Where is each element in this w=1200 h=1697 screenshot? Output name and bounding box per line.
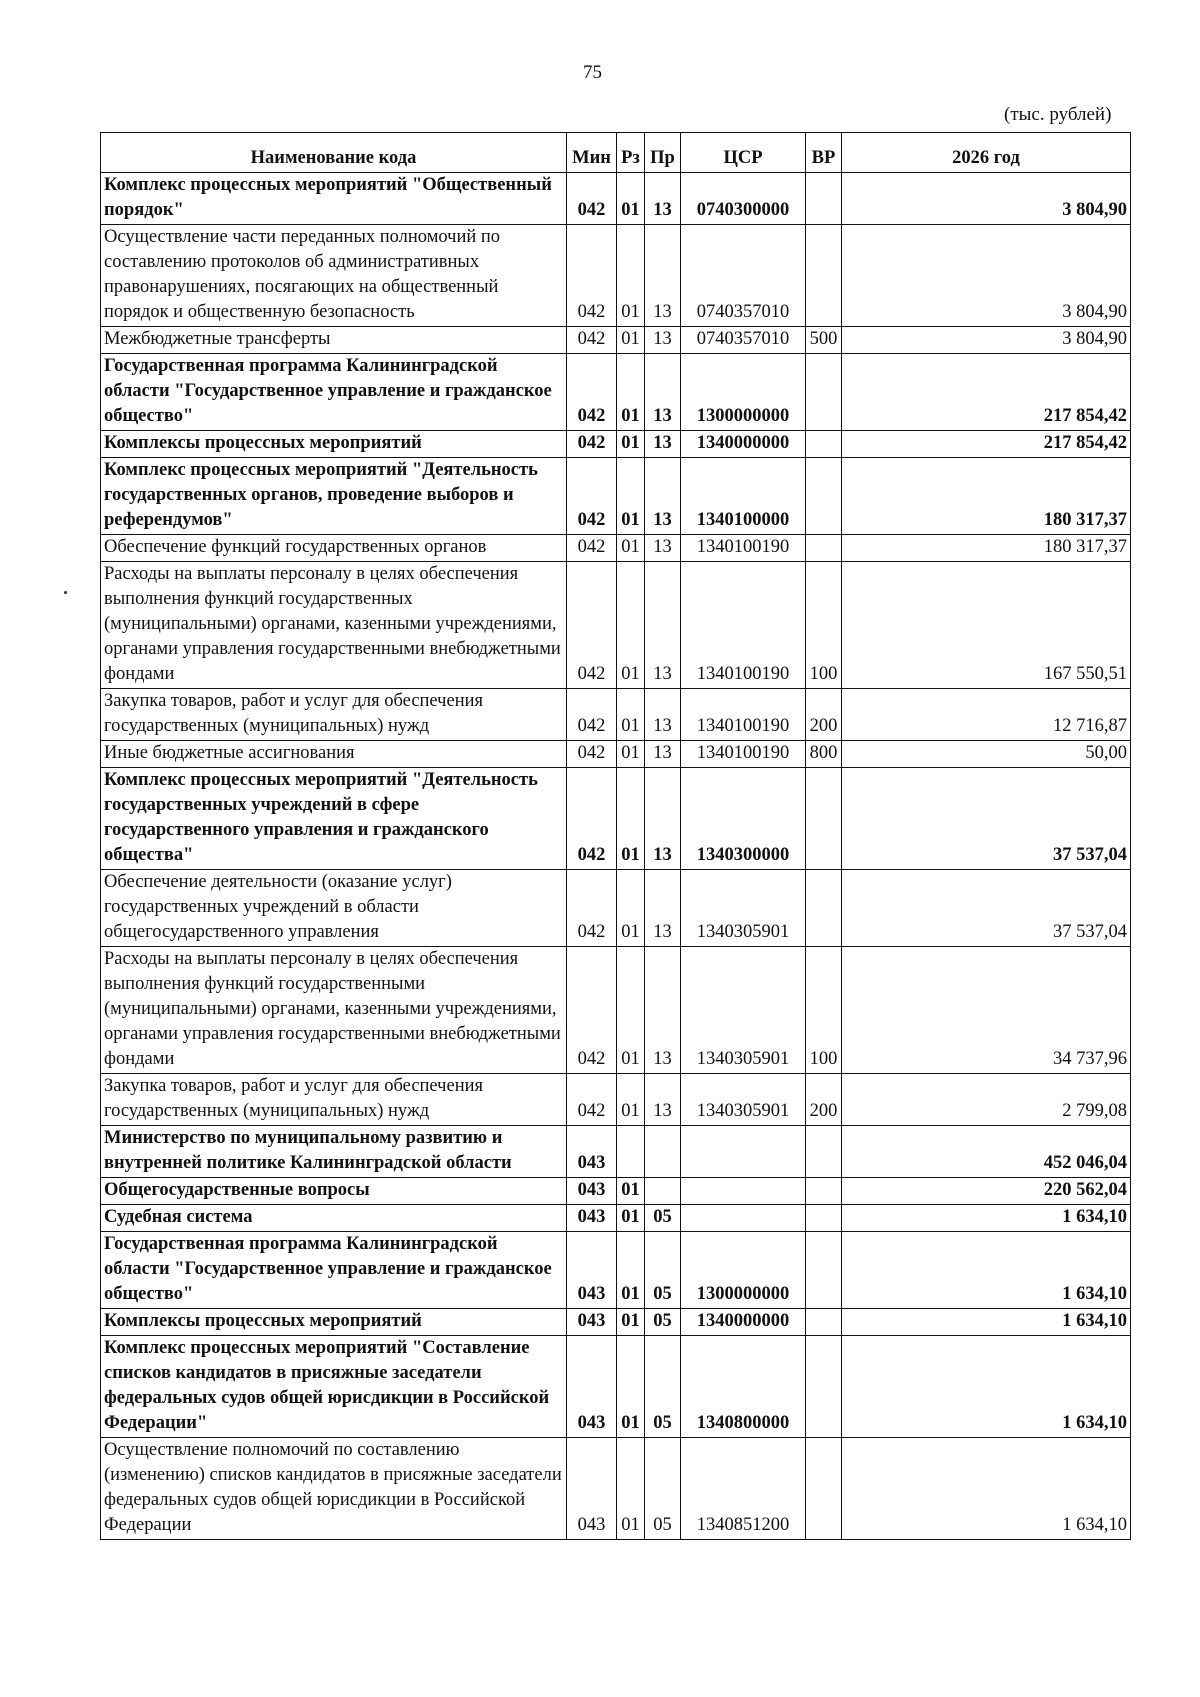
- cell-vr: [806, 225, 842, 327]
- cell-pr: 05: [645, 1438, 681, 1540]
- cell-vr: 200: [806, 1074, 842, 1126]
- cell-rz: [617, 1126, 645, 1178]
- cell-name: Комплекс процессных мероприятий "Составление списков кандидатов в присяжные заседатели федеральных судов общей юрисдикции в Российской Федерации": [101, 1336, 567, 1438]
- cell-pr: 13: [645, 947, 681, 1074]
- cell-rz: 01: [617, 947, 645, 1074]
- cell-csr: [681, 1126, 806, 1178]
- cell-min: 042: [567, 458, 617, 535]
- table-row: [101, 1336, 1131, 1438]
- table-row: [101, 225, 1131, 327]
- cell-vr: [806, 431, 842, 458]
- cell-min: 043: [567, 1232, 617, 1309]
- table-row: [101, 768, 1131, 870]
- cell-csr: 1300000000: [681, 354, 806, 431]
- cell-amount: 220 562,04: [842, 1178, 1131, 1205]
- table-row: [101, 1126, 1131, 1178]
- cell-rz: 01: [617, 458, 645, 535]
- cell-pr: 05: [645, 1205, 681, 1232]
- cell-name: Осуществление части переданных полномочий по составлению протоколов об административных правонарушениях, посягающих на общественный порядок и общественную безопасность: [101, 225, 567, 327]
- cell-rz: 01: [617, 1205, 645, 1232]
- cell-min: 042: [567, 689, 617, 741]
- cell-amount: 50,00: [842, 741, 1131, 768]
- cell-rz: 01: [617, 354, 645, 431]
- cell-rz: 01: [617, 562, 645, 689]
- cell-pr: 13: [645, 225, 681, 327]
- cell-rz: 01: [617, 173, 645, 225]
- cell-min: 043: [567, 1126, 617, 1178]
- cell-min: 042: [567, 870, 617, 947]
- cell-pr: 13: [645, 741, 681, 768]
- cell-min: 042: [567, 535, 617, 562]
- cell-vr: [806, 1232, 842, 1309]
- cell-amount: 37 537,04: [842, 768, 1131, 870]
- cell-csr: [681, 1178, 806, 1205]
- cell-vr: [806, 173, 842, 225]
- cell-amount: 2 799,08: [842, 1074, 1131, 1126]
- cell-rz: 01: [617, 225, 645, 327]
- table-row: [101, 870, 1131, 947]
- cell-rz: 01: [617, 1178, 645, 1205]
- table-row: [101, 535, 1131, 562]
- cell-min: 042: [567, 562, 617, 689]
- cell-vr: 100: [806, 947, 842, 1074]
- cell-vr: [806, 768, 842, 870]
- table-row: [101, 1232, 1131, 1309]
- cell-rz: 01: [617, 327, 645, 354]
- table-row: [101, 431, 1131, 458]
- cell-amount: 180 317,37: [842, 535, 1131, 562]
- cell-pr: 13: [645, 431, 681, 458]
- cell-amount: 34 737,96: [842, 947, 1131, 1074]
- cell-rz: 01: [617, 689, 645, 741]
- header-vr: ВР: [806, 133, 842, 173]
- table-row: [101, 1309, 1131, 1336]
- cell-name: Комплексы процессных мероприятий: [101, 431, 567, 458]
- table-row: [101, 458, 1131, 535]
- table-row: [101, 173, 1131, 225]
- cell-name: Расходы на выплаты персоналу в целях обеспечения выполнения функций государственными (муниципальными) органами, казенными учреждениями, органами управления государственными внебюджетными фондами: [101, 947, 567, 1074]
- table-row: [101, 327, 1131, 354]
- budget-table: [100, 132, 1131, 1540]
- cell-csr: 1340100000: [681, 458, 806, 535]
- cell-csr: 1340305901: [681, 947, 806, 1074]
- cell-vr: 100: [806, 562, 842, 689]
- cell-vr: [806, 535, 842, 562]
- cell-pr: [645, 1126, 681, 1178]
- cell-rz: 01: [617, 768, 645, 870]
- cell-csr: 1340100190: [681, 741, 806, 768]
- cell-min: 043: [567, 1205, 617, 1232]
- cell-rz: 01: [617, 1232, 645, 1309]
- cell-min: 043: [567, 1178, 617, 1205]
- cell-vr: [806, 870, 842, 947]
- header-csr: ЦСР: [681, 133, 806, 173]
- table-row: [101, 1205, 1131, 1232]
- cell-pr: 05: [645, 1309, 681, 1336]
- cell-min: 042: [567, 1074, 617, 1126]
- cell-vr: 800: [806, 741, 842, 768]
- cell-amount: 3 804,90: [842, 327, 1131, 354]
- cell-vr: [806, 1205, 842, 1232]
- cell-amount: 37 537,04: [842, 870, 1131, 947]
- cell-rz: 01: [617, 1438, 645, 1540]
- table-row: [101, 947, 1131, 1074]
- cell-pr: 13: [645, 173, 681, 225]
- cell-name: Расходы на выплаты персоналу в целях обеспечения выполнения функций государственных (муниципальными) органами, казенными учреждениями, органами управления государственными внебюджетными фондами: [101, 562, 567, 689]
- cell-rz: 01: [617, 1309, 645, 1336]
- cell-name: Осуществление полномочий по составлению (изменению) списков кандидатов в присяжные заседатели федеральных судов общей юрисдикции в Российской Федерации: [101, 1438, 567, 1540]
- cell-rz: 01: [617, 1336, 645, 1438]
- cell-vr: 200: [806, 689, 842, 741]
- cell-amount: 180 317,37: [842, 458, 1131, 535]
- cell-amount: 3 804,90: [842, 225, 1131, 327]
- cell-amount: 1 634,10: [842, 1336, 1131, 1438]
- cell-vr: [806, 1309, 842, 1336]
- cell-amount: 1 634,10: [842, 1232, 1131, 1309]
- cell-min: 042: [567, 173, 617, 225]
- cell-pr: 13: [645, 327, 681, 354]
- cell-min: 043: [567, 1309, 617, 1336]
- cell-vr: [806, 354, 842, 431]
- cell-min: 042: [567, 354, 617, 431]
- cell-pr: 13: [645, 458, 681, 535]
- cell-amount: 217 854,42: [842, 431, 1131, 458]
- cell-amount: 167 550,51: [842, 562, 1131, 689]
- cell-name: Комплекс процессных мероприятий "Общественный порядок": [101, 173, 567, 225]
- cell-min: 042: [567, 768, 617, 870]
- table-row: [101, 741, 1131, 768]
- cell-rz: 01: [617, 741, 645, 768]
- cell-csr: 1340000000: [681, 431, 806, 458]
- cell-csr: 1340851200: [681, 1438, 806, 1540]
- cell-min: 043: [567, 1438, 617, 1540]
- scan-speck: [64, 591, 67, 594]
- cell-name: Обеспечение функций государственных органов: [101, 535, 567, 562]
- header-min: Мин: [567, 133, 617, 173]
- cell-pr: 13: [645, 1074, 681, 1126]
- cell-min: 042: [567, 431, 617, 458]
- cell-pr: 13: [645, 562, 681, 689]
- cell-amount: 452 046,04: [842, 1126, 1131, 1178]
- cell-amount: 1 634,10: [842, 1438, 1131, 1540]
- cell-amount: 1 634,10: [842, 1309, 1131, 1336]
- table-body: [101, 173, 1131, 1540]
- cell-vr: [806, 1126, 842, 1178]
- cell-name: Межбюджетные трансферты: [101, 327, 567, 354]
- cell-amount: 217 854,42: [842, 354, 1131, 431]
- table-row: [101, 1074, 1131, 1126]
- cell-name: Судебная система: [101, 1205, 567, 1232]
- cell-vr: [806, 1336, 842, 1438]
- cell-csr: [681, 1205, 806, 1232]
- cell-csr: 1340100190: [681, 535, 806, 562]
- cell-pr: 13: [645, 535, 681, 562]
- cell-min: 042: [567, 327, 617, 354]
- cell-name: Государственная программа Калининградской области "Государственное управление и гражданское общество": [101, 354, 567, 431]
- table-row: [101, 562, 1131, 689]
- cell-pr: 13: [645, 354, 681, 431]
- cell-amount: 1 634,10: [842, 1205, 1131, 1232]
- cell-rz: 01: [617, 535, 645, 562]
- cell-csr: 1300000000: [681, 1232, 806, 1309]
- unit-caption: (тыс. рублей): [1004, 104, 1112, 125]
- cell-name: Комплекс процессных мероприятий "Деятельность государственных органов, проведение выборов и референдумов": [101, 458, 567, 535]
- cell-name: Иные бюджетные ассигнования: [101, 741, 567, 768]
- cell-name: Закупка товаров, работ и услуг для обеспечения государственных (муниципальных) нужд: [101, 689, 567, 741]
- cell-name: Министерство по муниципальному развитию и внутренней политике Калининградской области: [101, 1126, 567, 1178]
- cell-csr: 0740300000: [681, 173, 806, 225]
- cell-min: 042: [567, 947, 617, 1074]
- cell-rz: 01: [617, 431, 645, 458]
- cell-pr: [645, 1178, 681, 1205]
- cell-vr: [806, 1438, 842, 1540]
- cell-csr: 1340800000: [681, 1336, 806, 1438]
- cell-vr: [806, 458, 842, 535]
- cell-csr: 1340300000: [681, 768, 806, 870]
- cell-min: 042: [567, 225, 617, 327]
- cell-csr: 1340305901: [681, 1074, 806, 1126]
- cell-name: Обеспечение деятельности (оказание услуг) государственных учреждений в области общегосударственного управления: [101, 870, 567, 947]
- cell-name: Общегосударственные вопросы: [101, 1178, 567, 1205]
- cell-pr: 13: [645, 870, 681, 947]
- cell-rz: 01: [617, 1074, 645, 1126]
- cell-pr: 13: [645, 689, 681, 741]
- cell-csr: 0740357010: [681, 225, 806, 327]
- table-row: [101, 689, 1131, 741]
- table-row: [101, 354, 1131, 431]
- cell-csr: 0740357010: [681, 327, 806, 354]
- cell-csr: 1340305901: [681, 870, 806, 947]
- cell-name: Комплекс процессных мероприятий "Деятельность государственных учреждений в сфере государственного управления и гражданского общества": [101, 768, 567, 870]
- cell-amount: 3 804,90: [842, 173, 1131, 225]
- table-header-row: [101, 133, 1131, 173]
- cell-pr: 05: [645, 1336, 681, 1438]
- cell-name: Государственная программа Калининградской области "Государственное управление и гражданское общество": [101, 1232, 567, 1309]
- table-row: [101, 1178, 1131, 1205]
- cell-name: Закупка товаров, работ и услуг для обеспечения государственных (муниципальных) нужд: [101, 1074, 567, 1126]
- cell-vr: [806, 1178, 842, 1205]
- header-name: Наименование кода: [101, 133, 567, 173]
- table-row: [101, 1438, 1131, 1540]
- cell-vr: 500: [806, 327, 842, 354]
- cell-pr: 13: [645, 768, 681, 870]
- cell-min: 042: [567, 741, 617, 768]
- cell-name: Комплексы процессных мероприятий: [101, 1309, 567, 1336]
- cell-csr: 1340000000: [681, 1309, 806, 1336]
- cell-csr: 1340100190: [681, 689, 806, 741]
- cell-min: 043: [567, 1336, 617, 1438]
- page-number: 75: [583, 62, 602, 83]
- header-rz: Рз: [617, 133, 645, 173]
- cell-csr: 1340100190: [681, 562, 806, 689]
- header-year: 2026 год: [842, 133, 1131, 173]
- cell-rz: 01: [617, 870, 645, 947]
- header-pr: Пр: [645, 133, 681, 173]
- cell-amount: 12 716,87: [842, 689, 1131, 741]
- cell-pr: 05: [645, 1232, 681, 1309]
